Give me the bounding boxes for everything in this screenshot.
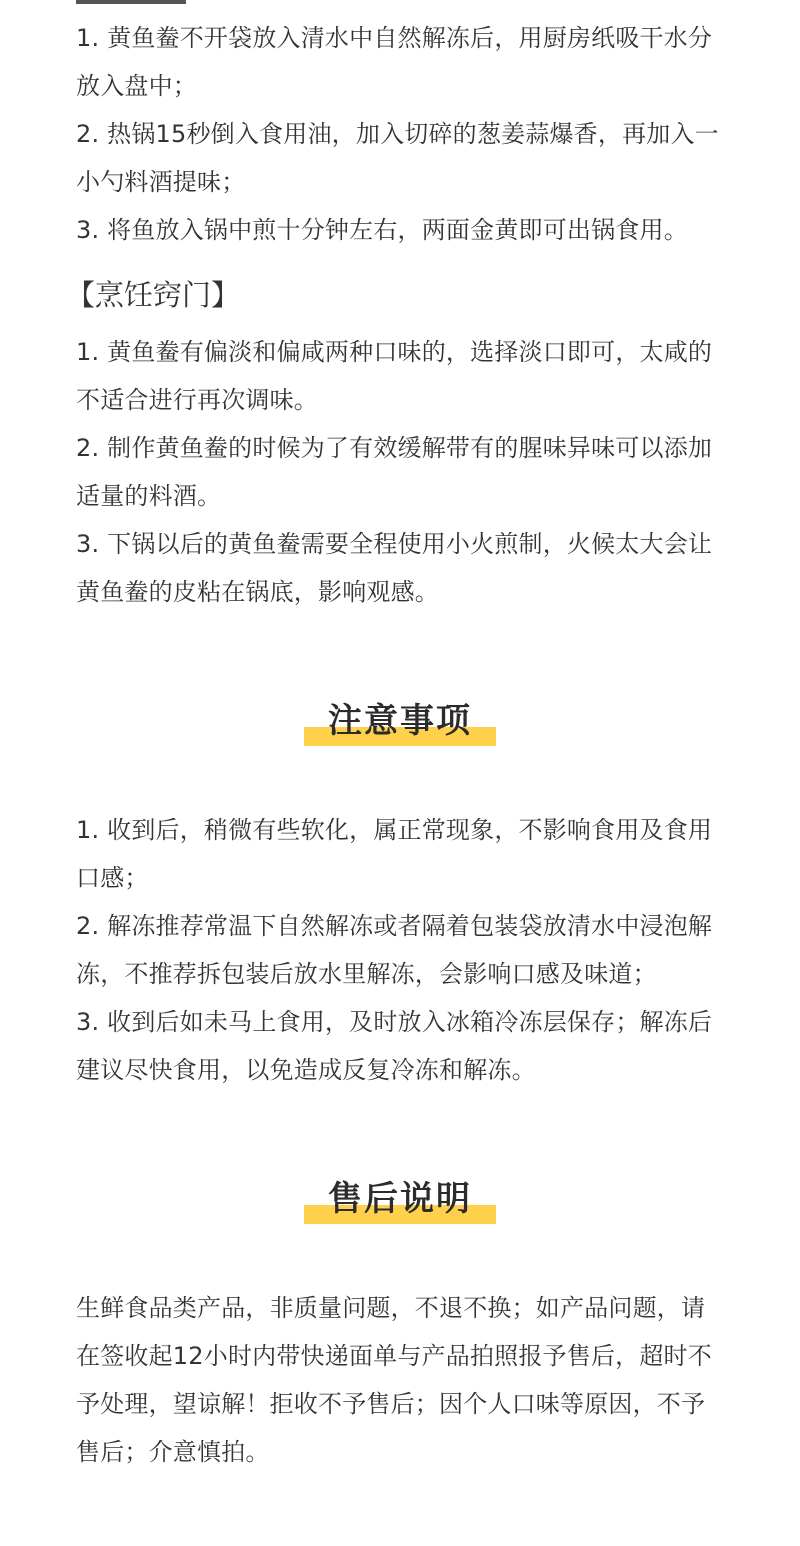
cooking-tips-heading: 【烹饪窍门】 [66, 278, 241, 312]
cropped-text-fragment [76, 0, 186, 4]
steps-line: 3. 将鱼放入锅中煎十分钟左右，两面金黄即可出锅食用。 [76, 216, 688, 244]
notice-line: 1. 收到后，稍微有些软化，属正常现象，不影响食用及食用 [76, 816, 713, 844]
notice-line: 2. 解冻推荐常温下自然解冻或者隔着包装袋放清水中浸泡解 [76, 912, 713, 940]
cooking-tips [76, 328, 736, 616]
steps-line: 2. 热锅15秒倒入食用油，加入切碎的葱姜蒜爆香，再加入一 [76, 120, 719, 148]
aftersales-line: 在签收起12小时内带快递面单与产品拍照报予售后，超时不 [76, 1342, 712, 1370]
tips-line: 1. 黄鱼鲞有偏淡和偏咸两种口味的，选择淡口即可，太咸的 [76, 338, 713, 366]
tips-line: 适量的料酒。 [76, 482, 222, 510]
aftersales-line: 售后；介意慎拍。 [76, 1438, 270, 1466]
notice-body [76, 806, 736, 1094]
steps-line: 放入盘中； [76, 72, 197, 100]
tips-line: 黄鱼鲞的皮粘在锅底，影响观感。 [76, 578, 439, 606]
notice-line: 口感； [76, 864, 149, 892]
notice-line: 3. 收到后如未马上食用，及时放入冰箱冷冻层保存；解冻后 [76, 1008, 713, 1036]
aftersales-line: 予处理，望谅解！拒收不予售后；因个人口味等原因，不予 [76, 1390, 706, 1418]
notice-title: 注意事项 [328, 701, 472, 741]
aftersales-body [76, 1284, 736, 1476]
aftersales-line: 生鲜食品类产品，非质量问题，不退不换；如产品问题，请 [76, 1294, 706, 1322]
notice-line: 建议尽快食用，以免造成反复冷冻和解冻。 [76, 1056, 536, 1084]
tips-line: 2. 制作黄鱼鲞的时候为了有效缓解带有的腥味异味可以添加 [76, 434, 713, 462]
aftersales-title: 售后说明 [328, 1179, 472, 1219]
tips-line: 3. 下锅以后的黄鱼鲞需要全程使用小火煎制，火候太大会让 [76, 530, 713, 558]
steps-line: 1. 黄鱼鲞不开袋放入清水中自然解冻后，用厨房纸吸干水分 [76, 24, 713, 52]
aftersales-section-title [0, 1177, 800, 1221]
steps-line: 小勺料酒提味； [76, 168, 246, 196]
notice-section-title [0, 699, 800, 743]
cooking-steps [76, 14, 736, 254]
tips-line: 不适合进行再次调味。 [76, 386, 318, 414]
notice-line: 冻，不推荐拆包装后放水里解冻，会影响口感及味道； [76, 960, 657, 988]
